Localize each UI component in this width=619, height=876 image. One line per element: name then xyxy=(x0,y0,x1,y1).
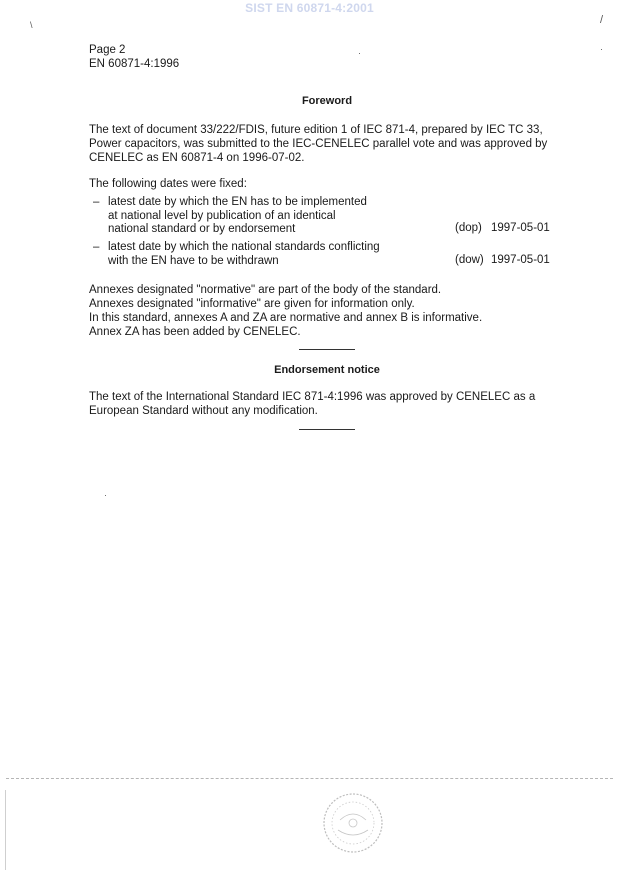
scan-speck: · xyxy=(104,490,107,500)
foreword-heading: Foreword xyxy=(301,95,353,107)
date-value: 1997-05-01 xyxy=(491,222,550,234)
date-abbreviation: (dop) xyxy=(455,222,482,234)
watermark: SIST EN 60871-4:2001 xyxy=(245,1,374,15)
foreword-intro-line: The text of document 33/222/FDIS, future edition 1 of IEC 871-4, prepared by IEC TC 33, xyxy=(89,124,543,136)
date-abbreviation: (dow) xyxy=(455,254,484,266)
annex-notes xyxy=(89,283,569,339)
date-item-text xyxy=(108,241,438,268)
foreword-intro-line: Power capacitors, was submitted to the IEC-CENELEC parallel vote and was approved by xyxy=(89,138,548,150)
annex-note-line: Annexes designated "normative" are part of the body of the standard. xyxy=(89,284,442,296)
seal-stamp-icon xyxy=(320,790,386,856)
scan-edge-line xyxy=(5,790,6,870)
foreword-intro xyxy=(89,123,569,165)
date-item-dop xyxy=(93,196,563,241)
date-item-text xyxy=(108,196,438,237)
scan-speck: / xyxy=(600,14,604,26)
date-item-line: with the EN have to be withdrawn xyxy=(108,254,279,267)
date-item-dow xyxy=(93,241,563,271)
endorsement-heading: Endorsement notice xyxy=(274,364,380,376)
date-item-line: at national level by publication of an identical xyxy=(108,209,336,222)
date-item-line: latest date by which the national standards conflicting xyxy=(108,241,380,253)
scan-speck: · xyxy=(600,44,603,54)
annex-note-line: Annex ZA has been added by CENELEC. xyxy=(89,326,301,338)
scan-edge-line xyxy=(6,778,613,779)
page-label: Page 2 xyxy=(89,44,126,56)
document-id: EN 60871-4:1996 xyxy=(89,58,180,70)
scan-speck: · xyxy=(358,48,361,58)
dash-marker: – xyxy=(93,241,100,253)
section-divider xyxy=(299,429,355,430)
annex-note-line: In this standard, annexes A and ZA are normative and annex B is informative. xyxy=(89,312,483,324)
dash-marker: – xyxy=(93,196,100,208)
section-divider xyxy=(299,349,355,350)
date-item-line: latest date by which the EN has to be implemented xyxy=(108,196,367,208)
date-item-line: national standard or by endorsement xyxy=(108,223,296,235)
foreword-intro-line: CENELEC as EN 60871-4 on 1996-07-02. xyxy=(89,152,305,164)
endorsement-line: European Standard without any modification. xyxy=(89,405,318,417)
endorsement-line: The text of the International Standard IEC 871-4:1996 was approved by CENELEC as a xyxy=(89,391,536,403)
endorsement-text xyxy=(89,390,579,418)
scan-speck: \ xyxy=(30,20,33,30)
dates-intro: The following dates were fixed: xyxy=(89,178,247,190)
date-value: 1997-05-01 xyxy=(491,254,550,266)
annex-note-line: Annexes designated "informative" are given for information only. xyxy=(89,298,415,310)
